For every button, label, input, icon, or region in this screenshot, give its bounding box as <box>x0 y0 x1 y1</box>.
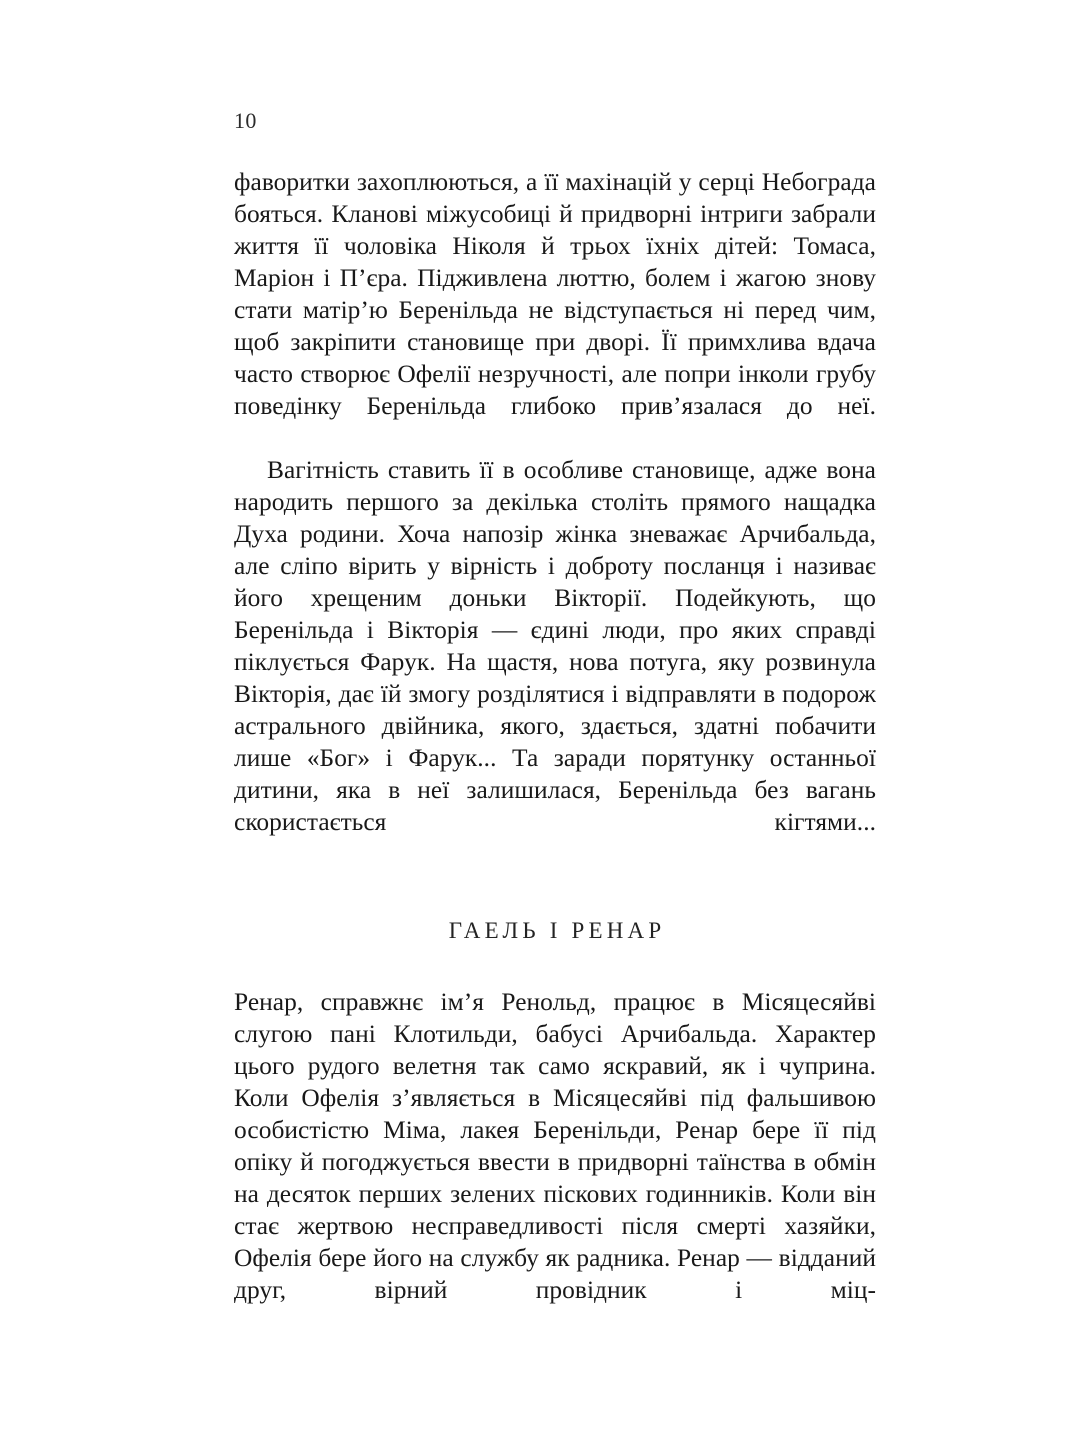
section-heading: ГАЕЛЬ І РЕНАР <box>448 918 666 943</box>
paragraph-3: Ренар, справжнє ім’я Ренольд, працює в Місяцесяйві слугою пані Клотильди, бабусі Арчибальда. Характер цього рудого велетня так само яскравий, як і чуприна. Коли Офелія з’являється в Місяцесяйві під фальшивою особистістю Міма, лакея Беренільди, Ренар бере її під опіку й погоджується ввести в придворні таїнства в обмін на десяток перших зелених піскових годинників. Коли він стає жертвою несправедливості після смерті хазяйки, Офелія бере його на службу як радника. Ренар — відданий друг, вірний провідник і міц- <box>234 988 876 1304</box>
paragraph-2: Вагітність ставить її в особливе становище, адже вона народить першого за декілька століть прямого нащадка Духа родини. Хоча напозір жінка зневажає Арчибальда, але сліпо вірить у вірність і доброту посланця і називає його хрещеним доньки Вікторії. Подейкують, що Беренільда і Вікторія — єдині люди, про яких справді піклується Фарук. На щастя, нова потуга, яку розвинула Вікторія, дає їй змогу розділятися і відправляти в подорож астрального двійника, якого, здається, здатні побачити лише «Бог» і Фарук... Та заради порятунку останньої дитини, яка в неї залишилася, Беренільда без вагань скористається кігтями... <box>234 456 876 836</box>
page-number: 10 <box>234 108 257 133</box>
heading-space-above <box>234 870 876 916</box>
heading-space-below <box>234 946 876 986</box>
text-column <box>234 166 876 1338</box>
paragraph-1: фаворитки захоплюються, а її махінацій у серці Небограда бояться. Кланові міжусобиці й придворні інтриги забрали життя її чоловіка Ніколя й трьох їхніх дітей: Томаса, Маріон і П’єра. Підживлена люттю, болем і жагою знову стати матір’ю Беренільда не відступається ні перед чим, щоб закріпити становище при дворі. Її примхлива вдача часто створює Офелії незручності, але попри інколи грубу поведінку Беренільда глибоко прив’язалася до неї. <box>234 168 876 420</box>
